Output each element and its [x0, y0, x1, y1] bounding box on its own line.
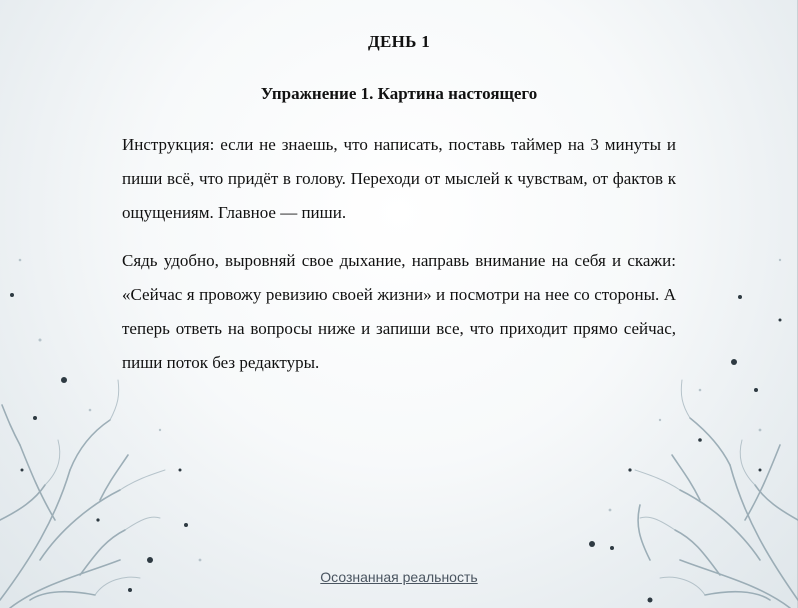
instruction-paragraph: Инструкция: если не знаешь, что написать, поставь таймер на 3 минуты и пиши всё, что придёт в голову. Переходи от мыслей к чувствам, от фактов к ощущениям. Главное — пиши. — [122, 135, 676, 222]
exercise-paragraph: Сядь удобно, выровняй свое дыхание, направь внимание на себя и скажи: «Сейчас я провожу ревизию своей жизни» и посмотри на нее со стороны. А теперь ответь на вопросы ниже и запиши все, что приходит прямо сейчас, пиши поток без редактуры. — [122, 251, 676, 372]
exercise-heading: Упражнение 1. Картина настоящего — [260, 84, 538, 103]
footer-link[interactable]: Осознанная реальность — [320, 569, 478, 585]
day-heading: ДЕНЬ 1 — [367, 32, 431, 51]
